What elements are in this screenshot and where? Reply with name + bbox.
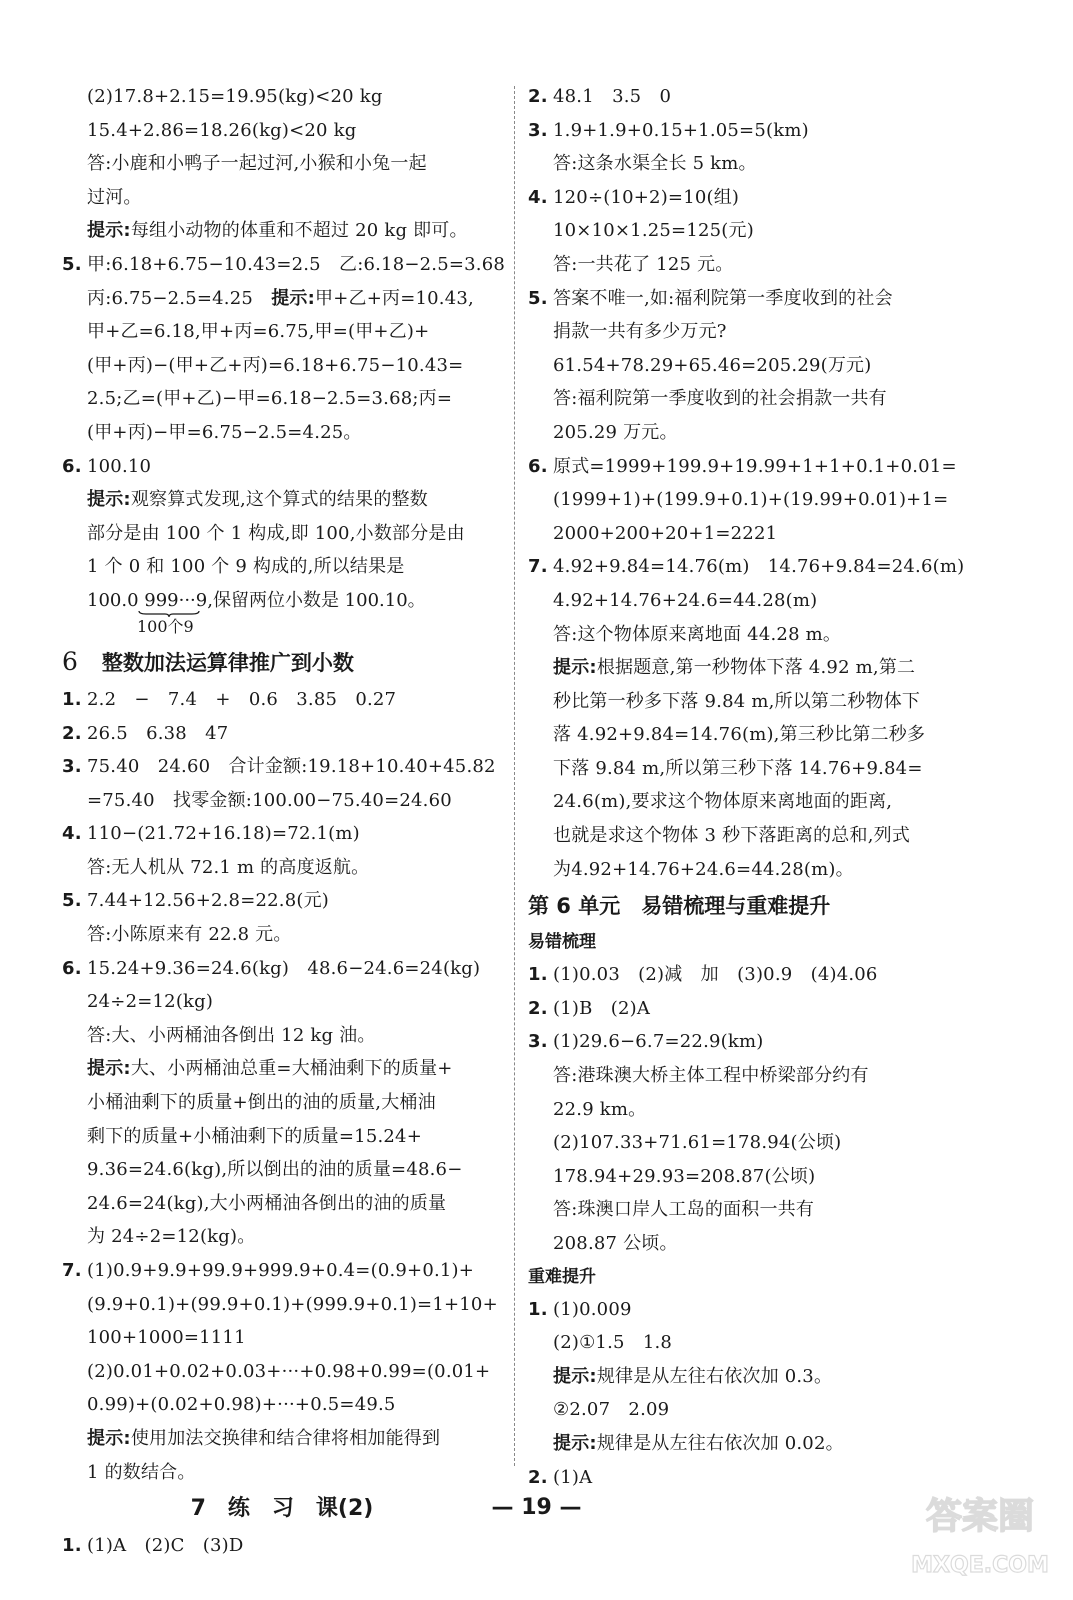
hint-line: 剩下的质量+小桶油剩下的质量=15.24+: [87, 1125, 422, 1147]
answer-line: 答:无人机从 72.1 m 的高度返航。: [87, 856, 370, 878]
hint-label: 提示:: [87, 1058, 131, 1080]
hint-line: 1 的数结合。: [87, 1461, 196, 1483]
hint-line: 1 个 0 和 100 个 9 构成的,所以结果是: [87, 556, 405, 578]
hint-line: 部分是由 100 个 1 构成,即 100,小数部分是由: [87, 522, 465, 544]
hint-text: 每组小动物的体重和不超过 20 kg 即可。: [130, 220, 468, 242]
hint-text: 观察算式发现,这个算式的结果的整数: [130, 489, 428, 511]
answer-text: 75.40 24.60 合计金额:19.18+10.40+45.82: [87, 756, 496, 778]
answer-line: 答:这个物体原来离地面 44.28 m。: [553, 623, 842, 645]
question-number: 2.: [528, 1466, 548, 1488]
question-3: [528, 114, 978, 148]
hint-line: 也就是求这个物体 3 秒下落距离的总和,列式: [553, 825, 911, 847]
question-number: 5.: [528, 287, 548, 309]
answer-line: (1999+1)+(199.9+0.1)+(19.99+0.01)+1=: [553, 489, 949, 511]
question-number: 6.: [62, 455, 82, 477]
answer-text: 甲:6.18+6.75−10.43=2.5 乙:6.18−2.5=3.68: [87, 253, 506, 275]
question-number: 6.: [62, 957, 82, 979]
hint-line: (甲+丙)−(甲+乙+丙)=6.18+6.75−10.43=: [87, 354, 464, 376]
answer-line: (9.9+0.1)+(99.9+0.1)+(999.9+0.1)=1+10+: [87, 1293, 498, 1315]
question-number: 4.: [528, 186, 548, 208]
answer-text: (1)A: [553, 1466, 593, 1488]
question-1: [62, 683, 502, 717]
hint-line: 9.36=24.6(kg),所以倒出的油的质量=48.6−: [87, 1159, 463, 1181]
answer-text: (1)0.9+9.9+99.9+999.9+0.4=(0.9+0.1)+: [87, 1260, 475, 1281]
hint-label: 提示:: [87, 489, 131, 511]
answer-text: 7.44+12.56+2.8=22.8(元): [87, 890, 330, 912]
answer-line: 0.99)+(0.02+0.98)+···+0.5=49.5: [87, 1394, 396, 1416]
subheading: 易错梳理: [528, 932, 596, 953]
hint-line: [528, 1427, 978, 1461]
answer-line: (2)0.01+0.02+0.03+···+0.98+0.99=(0.01+: [87, 1360, 491, 1382]
hint-line: [528, 1360, 978, 1394]
question-number: 2.: [528, 86, 548, 107]
answer-text: 110−(21.72+16.18)=72.1(m): [87, 823, 360, 845]
answer-text: 48.1 3.5 0: [553, 86, 672, 107]
question-number: 1.: [528, 1298, 548, 1320]
question-number: 2.: [62, 722, 82, 744]
question-number: 7.: [62, 1260, 82, 1281]
answer-line: 答:港珠澳大桥主体工程中桥梁部分约有: [553, 1065, 869, 1087]
answer-line: 答:福利院第一季度收到的社会捐款一共有: [553, 388, 887, 410]
question-number: 3.: [528, 1031, 548, 1053]
hint-line: 100.0 999···9,保留两位小数是 100.10。: [87, 589, 426, 611]
hint-line: 甲+乙=6.18,甲+丙=6.75,甲=(甲+乙)+: [87, 321, 430, 343]
answer-line: (2)107.33+71.61=178.94(公顷): [553, 1132, 842, 1154]
answer-text: 100.10: [87, 455, 152, 477]
question-3: [528, 1025, 978, 1059]
answer-line: 答:一共花了 125 元。: [553, 253, 734, 275]
question-number: 1.: [62, 688, 82, 710]
answer-text: 26.5 6.38 47: [87, 722, 229, 744]
question-number: 5.: [62, 253, 82, 275]
answer-line: (2)①1.5 1.8: [553, 1332, 673, 1354]
hint-label: 提示:: [553, 1365, 597, 1387]
answer-line: 答:大、小两桶油各倒出 12 kg 油。: [87, 1024, 376, 1046]
answer-text: 4.92+9.84=14.76(m) 14.76+9.84=24.6(m): [553, 556, 965, 578]
hint-line: 下落 9.84 m,所以第三秒下落 14.76+9.84=: [553, 757, 923, 779]
question-1: [528, 958, 978, 992]
answer-line: (2)17.8+2.15=19.95(kg)<20 kg: [87, 86, 383, 107]
hint-label: 提示:: [87, 1427, 131, 1449]
hint-text: 根据题意,第一秒物体下落 4.92 m,第二: [596, 657, 916, 679]
watermark-bottom: MXQE.COM: [911, 1553, 1049, 1578]
answer-line: 答:小鹿和小鸭子一起过河,小猴和小兔一起: [87, 153, 427, 175]
answer-text: 答案不唯一,如:福利院第一季度收到的社会: [553, 287, 893, 309]
section-heading: [62, 642, 502, 683]
answer-line: 10×10×1.25=125(元): [553, 220, 754, 242]
question-2: [528, 80, 978, 114]
hint-line: [62, 483, 502, 517]
question-7: [62, 1254, 502, 1288]
hint-line: 为 24÷2=12(kg)。: [87, 1226, 256, 1248]
hint-label: 提示:: [87, 220, 131, 242]
question-4: [62, 817, 502, 851]
answer-text: (1)B (2)A: [553, 997, 651, 1019]
answer-line: 22.9 km。: [553, 1098, 647, 1120]
question-number: 7.: [528, 556, 548, 578]
answer-line: 100+1000=1111: [87, 1327, 246, 1349]
answer-line: 61.54+78.29+65.46=205.29(万元): [553, 354, 872, 376]
column-divider: [514, 86, 515, 1466]
answer-text: 丙:6.75−2.5=4.25: [87, 287, 272, 309]
hint-text: 使用加法交换律和结合律将相加能得到: [130, 1427, 441, 1449]
hint-line: 为4.92+14.76+24.6=44.28(m)。: [553, 858, 854, 880]
question-5: [62, 248, 506, 282]
hint-text: 规律是从左往右依次加 0.02。: [596, 1432, 844, 1454]
answer-line: 过河。: [87, 186, 142, 208]
answer-text: 15.24+9.36=24.6(kg) 48.6−24.6=24(kg): [87, 957, 481, 979]
answer-text: (1)0.009: [553, 1298, 632, 1320]
question-number: 1.: [528, 964, 548, 986]
question-4: [528, 181, 978, 215]
unit-heading: 第 6 单元 易错梳理与重难提升: [528, 894, 831, 919]
subheading: 重难提升: [528, 1266, 596, 1287]
section-heading: 7 练 习 课(2): [190, 1496, 374, 1522]
hint-text: 大、小两桶油总重=大桶油剩下的质量+: [130, 1058, 453, 1080]
question-1: [528, 1293, 978, 1327]
answer-line: 208.87 公顷。: [553, 1233, 678, 1254]
hint-line: (甲+丙)−甲=6.75−2.5=4.25。: [87, 421, 362, 443]
hint-text: 甲+乙+丙=10.43,: [315, 287, 474, 309]
question-number: 6.: [528, 455, 548, 477]
answer-line: 205.29 万元。: [553, 421, 678, 443]
answer-line: ②2.07 2.09: [553, 1399, 670, 1421]
watermark-top: 答案圈: [925, 1496, 1035, 1537]
answer-text: 原式=1999+199.9+19.99+1+1+0.1+0.01=: [553, 455, 957, 477]
question-6: [62, 952, 502, 986]
question-number: 3.: [62, 756, 82, 778]
right-column: [528, 80, 978, 1494]
question-2: [528, 992, 978, 1026]
answer-text: 1.9+1.9+0.15+1.05=5(km): [553, 119, 809, 141]
answer-line: 答:小陈原来有 22.8 元。: [87, 924, 292, 946]
answer-line: 答:珠澳口岸人工岛的面积一共有: [553, 1199, 815, 1221]
question-number: 2.: [528, 997, 548, 1019]
question-6: [528, 450, 978, 484]
question-number: 4.: [62, 823, 82, 845]
hint-text: 规律是从左往右依次加 0.3。: [596, 1365, 833, 1387]
watermark-logo-icon: [905, 1480, 1055, 1590]
question-5: [62, 884, 502, 918]
hint-line: 秒比第一秒多下落 9.84 m,所以第二秒物体下: [553, 690, 921, 712]
hint-label: 提示:: [553, 1432, 597, 1454]
answer-text: 120÷(10+2)=10(组): [553, 186, 740, 208]
answer-text: (1)29.6−6.7=22.9(km): [553, 1031, 764, 1053]
answer-line: 2000+200+20+1=2221: [553, 522, 778, 544]
answer-line: 答:这条水渠全长 5 km。: [553, 153, 757, 175]
hint-line: [62, 1052, 502, 1086]
answer-text: (1)A (2)C (3)D: [87, 1535, 244, 1557]
left-column: [62, 80, 506, 1563]
page-number: — 19 —: [491, 1495, 582, 1520]
answer-text: (1)0.03 (2)减 加 (3)0.9 (4)4.06: [553, 964, 878, 986]
question-number: 3.: [528, 119, 548, 141]
hint-label: 提示:: [271, 287, 316, 309]
hint-line: 24.6(m),要求这个物体原来离地面的距离,: [553, 791, 893, 813]
answer-text: 2.2 − 7.4 + 0.6 3.85 0.27: [87, 688, 397, 710]
answer-line: [62, 282, 502, 316]
question-number: 1.: [62, 1535, 82, 1557]
hint-line: 落 4.92+9.84=14.76(m),第三秒比第二秒多: [553, 724, 926, 746]
answer-line: 15.4+2.86=18.26(kg)<20 kg: [87, 119, 357, 141]
question-5: [528, 282, 978, 316]
hint-line: 小桶油剩下的质量+倒出的油的质量,大桶油: [87, 1092, 436, 1114]
hint-line: 24.6=24(kg),大小两桶油各倒出的油的质量: [87, 1192, 447, 1214]
brace-label: 100个9: [137, 616, 194, 636]
section-title: 整数加法运算律推广到小数: [101, 650, 354, 675]
hint-label: 提示:: [553, 657, 597, 679]
hint-line: [528, 651, 978, 685]
answer-line: 捐款一共有多少万元?: [553, 321, 727, 343]
question-7: [528, 550, 978, 584]
section-number: 6: [62, 646, 78, 676]
question-1: [62, 1529, 502, 1563]
question-3: [62, 750, 502, 784]
question-number: 5.: [62, 890, 82, 912]
brace-expression: [62, 584, 502, 642]
answer-line: 24÷2=12(kg): [87, 991, 214, 1013]
answer-line: 178.94+29.93=208.87(公顷): [553, 1165, 816, 1187]
hint-line: [62, 1422, 502, 1456]
hint-line: 2.5;乙=(甲+乙)−甲=6.18−2.5=3.68;丙=: [87, 388, 453, 410]
question-6: [62, 450, 502, 484]
hint-line: [62, 214, 502, 248]
answer-line: 4.92+14.76+24.6=44.28(m): [553, 589, 818, 611]
answer-line: =75.40 找零金额:100.00−75.40=24.60: [87, 789, 452, 811]
question-2: [62, 717, 502, 751]
